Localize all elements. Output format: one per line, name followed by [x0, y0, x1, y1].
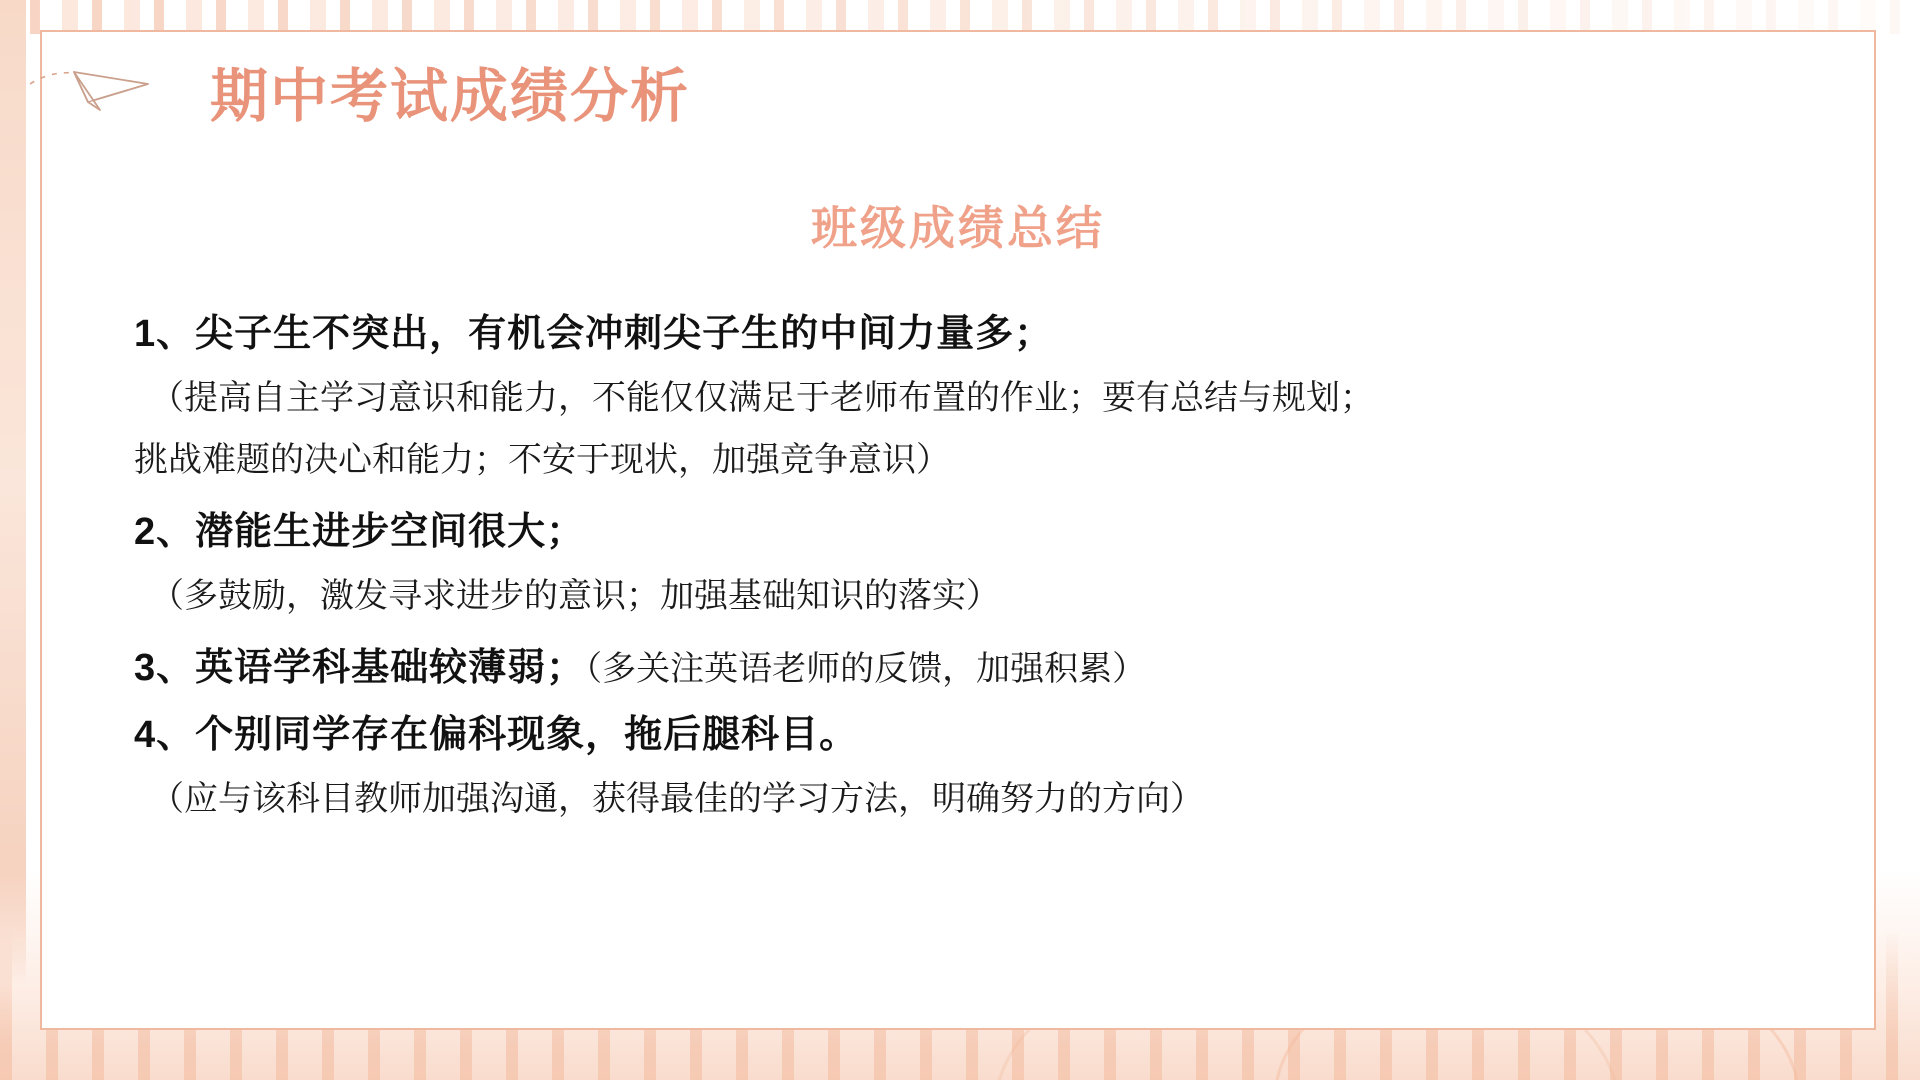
point-label-1: 1、尖子生不突出，有机会冲刺尖子生的中间力量多； [134, 313, 1054, 355]
point-label-4: 4、个别同学存在偏科现象，拖后腿科目。 [134, 714, 859, 756]
point-note-1b [134, 432, 1794, 488]
point-inline-note-3: （多关注英语老师的反馈，加强积累） [585, 650, 1147, 688]
point-note-text: （提高自主学习意识和能力，不能仅仅满足于老师布置的作业；要有总结与规划； [150, 379, 1374, 417]
point-note-4a [134, 771, 1794, 827]
point-note-text: （应与该科目教师加强沟通，获得最佳的学习方法，明确努力的方向） [150, 780, 1204, 818]
content-card [40, 30, 1876, 1030]
top-stripe-fade [0, 0, 1920, 34]
point-item-2 [134, 502, 1794, 562]
point-label-3: 3、英语学科基础较薄弱； [134, 647, 586, 689]
point-note-text: （多鼓励，激发寻求进步的意识；加强基础知识的落实） [150, 577, 1000, 615]
page-title: 期中考试成绩分析 [210, 64, 691, 129]
point-item-1 [134, 304, 1794, 364]
point-item-3 [134, 638, 1794, 699]
point-label-2: 2、潜能生进步空间很大； [134, 511, 586, 553]
slide-body [134, 304, 1794, 841]
point-note-text: 挑战难题的决心和能力；不安于现状，加强竞争意识） [134, 441, 950, 479]
slide-header [42, 32, 1874, 162]
point-item-4 [134, 705, 1794, 765]
section-heading: 班级成绩总结 [811, 202, 1105, 254]
point-note-1a [134, 370, 1794, 426]
paper-plane-icon [22, 54, 162, 134]
point-note-2a [134, 568, 1794, 624]
